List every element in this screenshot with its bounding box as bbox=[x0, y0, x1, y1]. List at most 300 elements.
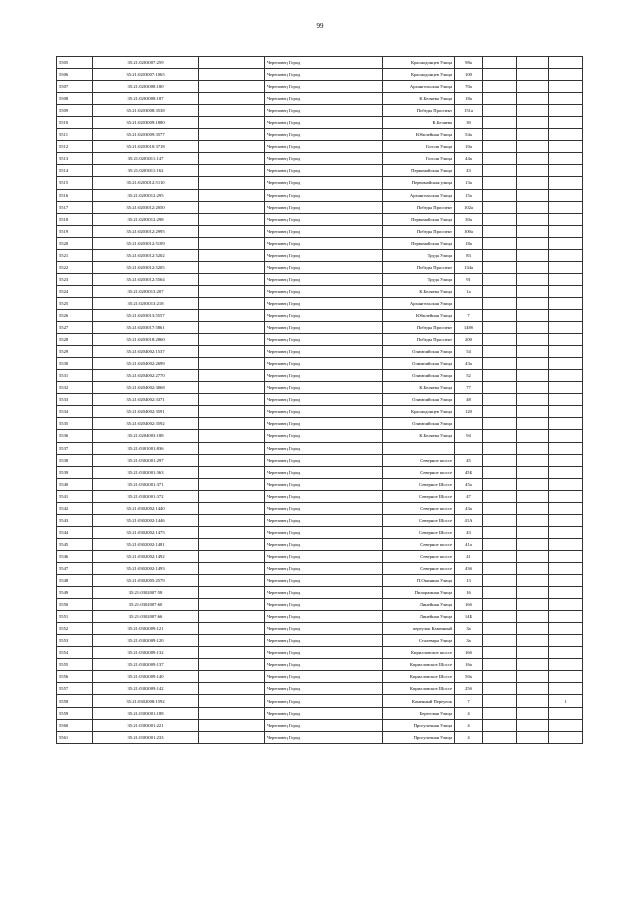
locality: Череповец Город bbox=[265, 105, 383, 117]
extra-cell bbox=[517, 297, 549, 309]
cadastral-number: 35:21:0204002:3592 bbox=[93, 418, 199, 430]
house-number: 45 bbox=[455, 454, 483, 466]
empty-cell bbox=[199, 382, 265, 394]
extra-cell bbox=[549, 249, 583, 261]
empty-cell bbox=[199, 562, 265, 574]
extra-cell bbox=[517, 382, 549, 394]
locality: Череповец Город bbox=[265, 647, 383, 659]
table-row bbox=[57, 611, 583, 623]
house-number: 43а bbox=[455, 358, 483, 370]
row-number: 5507 bbox=[57, 81, 93, 93]
cadastral-number: 35:21:0302002:1440 bbox=[93, 502, 199, 514]
locality: Череповец Город bbox=[265, 575, 383, 587]
extra-cell bbox=[549, 659, 583, 671]
table-row bbox=[57, 153, 583, 165]
row-number: 5558 bbox=[57, 695, 93, 707]
cadastral-number: 35:21:0203012:5109 bbox=[93, 237, 199, 249]
extra-cell bbox=[549, 442, 583, 454]
table-row bbox=[57, 129, 583, 141]
table-row bbox=[57, 382, 583, 394]
extra-cell bbox=[549, 454, 583, 466]
cadastral-number: 35:21:0203012:5202 bbox=[93, 249, 199, 261]
street-name: Победы Проспект bbox=[383, 105, 455, 117]
empty-cell bbox=[483, 538, 517, 550]
house-number: 45а bbox=[455, 478, 483, 490]
street-name: Юбилейная Улица bbox=[383, 309, 455, 321]
empty-cell bbox=[199, 599, 265, 611]
empty-cell bbox=[199, 502, 265, 514]
table-row bbox=[57, 297, 583, 309]
cadastral-number: 35:21:0204002:2699 bbox=[93, 358, 199, 370]
empty-cell bbox=[483, 394, 517, 406]
house-number: 30 bbox=[455, 117, 483, 129]
house-number: 151а bbox=[455, 105, 483, 117]
locality: Череповец Город bbox=[265, 418, 383, 430]
street-name: Кирилловское шоссе bbox=[383, 647, 455, 659]
extra-cell bbox=[549, 358, 583, 370]
row-number: 5547 bbox=[57, 562, 93, 574]
empty-cell bbox=[199, 635, 265, 647]
extra-cell bbox=[517, 719, 549, 731]
cadastral-number: 35:21:0302009:120 bbox=[93, 635, 199, 647]
extra-cell bbox=[517, 647, 549, 659]
extra-cell bbox=[549, 635, 583, 647]
extra-cell: 1 bbox=[549, 695, 583, 707]
empty-cell bbox=[199, 442, 265, 454]
extra-cell bbox=[517, 346, 549, 358]
locality: Череповец Город bbox=[265, 538, 383, 550]
cadastral-number: 35:21:0203012:5564 bbox=[93, 273, 199, 285]
extra-cell bbox=[549, 430, 583, 442]
extra-cell bbox=[549, 129, 583, 141]
cadastral-number: 35:21:0204002:1537 bbox=[93, 346, 199, 358]
table-row bbox=[57, 141, 583, 153]
cadastral-number: 35:21:0204003:188 bbox=[93, 430, 199, 442]
empty-cell bbox=[483, 611, 517, 623]
table-row bbox=[57, 502, 583, 514]
table-row bbox=[57, 117, 583, 129]
empty-cell bbox=[199, 659, 265, 671]
street-name: Гоголя Улица bbox=[383, 141, 455, 153]
extra-cell bbox=[549, 418, 583, 430]
street-name: Олимпийская Улица bbox=[383, 358, 455, 370]
empty-cell bbox=[483, 695, 517, 707]
extra-cell bbox=[517, 406, 549, 418]
street-name: Каменный Переулок bbox=[383, 695, 455, 707]
street-name: Труда Улица bbox=[383, 273, 455, 285]
house-number: 16б bbox=[455, 599, 483, 611]
row-number: 5538 bbox=[57, 454, 93, 466]
cadastral-number: 35:21:0302009:140 bbox=[93, 671, 199, 683]
table-row bbox=[57, 514, 583, 526]
row-number: 5548 bbox=[57, 575, 93, 587]
house-number: 41А bbox=[455, 514, 483, 526]
table-row bbox=[57, 418, 583, 430]
extra-cell bbox=[549, 502, 583, 514]
empty-cell bbox=[483, 69, 517, 81]
extra-cell bbox=[549, 117, 583, 129]
row-number: 5542 bbox=[57, 502, 93, 514]
empty-cell bbox=[483, 189, 517, 201]
extra-cell bbox=[549, 526, 583, 538]
cadastral-number: 35:21:0204002:3068 bbox=[93, 382, 199, 394]
extra-cell bbox=[517, 526, 549, 538]
empty-cell bbox=[199, 358, 265, 370]
house-number: 4 bbox=[455, 719, 483, 731]
street-name: К.Беляева Улица bbox=[383, 430, 455, 442]
extra-cell bbox=[517, 707, 549, 719]
house-number: 43 bbox=[455, 526, 483, 538]
locality: Череповец Город bbox=[265, 249, 383, 261]
empty-cell bbox=[483, 454, 517, 466]
empty-cell bbox=[483, 165, 517, 177]
extra-cell bbox=[517, 358, 549, 370]
extra-cell bbox=[549, 731, 583, 743]
street-name: переулок Каменный bbox=[383, 623, 455, 635]
street-name: Победы Проспект bbox=[383, 201, 455, 213]
extra-cell bbox=[517, 81, 549, 93]
locality: Череповец Город bbox=[265, 237, 383, 249]
table-row bbox=[57, 177, 583, 189]
extra-cell bbox=[549, 575, 583, 587]
empty-cell bbox=[483, 647, 517, 659]
row-number: 5509 bbox=[57, 105, 93, 117]
cadastral-number: 35:21:0203017:5861 bbox=[93, 322, 199, 334]
street-name: Северное шоссе bbox=[383, 538, 455, 550]
empty-cell bbox=[199, 69, 265, 81]
row-number: 5521 bbox=[57, 249, 93, 261]
empty-cell bbox=[483, 562, 517, 574]
locality: Череповец Город bbox=[265, 550, 383, 562]
house-number: 14Б bbox=[455, 611, 483, 623]
table-row bbox=[57, 358, 583, 370]
table-row bbox=[57, 454, 583, 466]
extra-cell bbox=[549, 647, 583, 659]
locality: Череповец Город bbox=[265, 514, 383, 526]
empty-cell bbox=[483, 514, 517, 526]
house-number: 16 bbox=[455, 587, 483, 599]
street-name: Олимпийская Улица bbox=[383, 370, 455, 382]
row-number: 5552 bbox=[57, 623, 93, 635]
empty-cell bbox=[483, 442, 517, 454]
house-number: 44а bbox=[455, 153, 483, 165]
empty-cell bbox=[483, 575, 517, 587]
street-name: Кирилловское Шоссе bbox=[383, 671, 455, 683]
empty-cell bbox=[199, 418, 265, 430]
cadastral-number: 35:21:0302002:1475 bbox=[93, 526, 199, 538]
cadastral-number: 35:21:0203009:3577 bbox=[93, 129, 199, 141]
empty-cell bbox=[199, 671, 265, 683]
row-number: 5540 bbox=[57, 478, 93, 490]
extra-cell bbox=[517, 225, 549, 237]
extra-cell bbox=[517, 659, 549, 671]
empty-cell bbox=[483, 623, 517, 635]
row-number: 5536 bbox=[57, 430, 93, 442]
table-row bbox=[57, 671, 583, 683]
cadastral-number: 35:21:0203012:295 bbox=[93, 189, 199, 201]
street-name: Северное шоссе bbox=[383, 454, 455, 466]
house-number: 10а bbox=[455, 141, 483, 153]
street-name: Труда Улица bbox=[383, 249, 455, 261]
extra-cell bbox=[517, 153, 549, 165]
extra-cell bbox=[517, 683, 549, 695]
empty-cell bbox=[199, 406, 265, 418]
cadastral-number: 35:21:0203012:5110 bbox=[93, 177, 199, 189]
extra-cell bbox=[549, 550, 583, 562]
extra-cell bbox=[549, 261, 583, 273]
locality: Череповец Город bbox=[265, 502, 383, 514]
table-row bbox=[57, 249, 583, 261]
cadastral-number: 35:21:0303001:188 bbox=[93, 707, 199, 719]
cadastral-number: 35:21:0303001:233 bbox=[93, 731, 199, 743]
extra-cell bbox=[549, 514, 583, 526]
empty-cell bbox=[483, 466, 517, 478]
table-row bbox=[57, 213, 583, 225]
locality: Череповец Город bbox=[265, 201, 383, 213]
house-number: 134а bbox=[455, 261, 483, 273]
locality: Череповец Город bbox=[265, 659, 383, 671]
extra-cell bbox=[549, 285, 583, 297]
locality: Череповец Город bbox=[265, 562, 383, 574]
house-number: 30а bbox=[455, 213, 483, 225]
extra-cell bbox=[517, 538, 549, 550]
table-row bbox=[57, 526, 583, 538]
house-number: 15а bbox=[455, 189, 483, 201]
extra-cell bbox=[517, 599, 549, 611]
house-number: 18а bbox=[455, 93, 483, 105]
house-number: 77 bbox=[455, 382, 483, 394]
row-number: 5529 bbox=[57, 346, 93, 358]
empty-cell bbox=[483, 177, 517, 189]
empty-cell bbox=[199, 575, 265, 587]
empty-cell bbox=[483, 141, 517, 153]
page-number: 99 bbox=[316, 22, 324, 30]
cadastral-number: 35:21:0203012:298 bbox=[93, 213, 199, 225]
table-row bbox=[57, 261, 583, 273]
street-name: Пилорамная Улица bbox=[383, 587, 455, 599]
empty-cell bbox=[483, 406, 517, 418]
row-number: 5527 bbox=[57, 322, 93, 334]
locality: Череповец Город bbox=[265, 285, 383, 297]
row-number: 5516 bbox=[57, 189, 93, 201]
extra-cell bbox=[517, 201, 549, 213]
house-number bbox=[455, 418, 483, 430]
empty-cell bbox=[199, 430, 265, 442]
extra-cell bbox=[549, 213, 583, 225]
table-row bbox=[57, 237, 583, 249]
locality: Череповец Город bbox=[265, 695, 383, 707]
cadastral-number: 35:21:0302002:1492 bbox=[93, 550, 199, 562]
empty-cell bbox=[483, 129, 517, 141]
house-number: 43а bbox=[455, 502, 483, 514]
house-number: 120 bbox=[455, 406, 483, 418]
empty-cell bbox=[483, 249, 517, 261]
table-row bbox=[57, 635, 583, 647]
street-name: Олимпийская Улица bbox=[383, 418, 455, 430]
table-row bbox=[57, 201, 583, 213]
table-row bbox=[57, 731, 583, 743]
extra-cell bbox=[549, 177, 583, 189]
locality: Череповец Город bbox=[265, 671, 383, 683]
house-number: 100 bbox=[455, 69, 483, 81]
empty-cell bbox=[199, 213, 265, 225]
empty-cell bbox=[199, 57, 265, 69]
extra-cell bbox=[549, 671, 583, 683]
extra-cell bbox=[549, 466, 583, 478]
extra-cell bbox=[549, 406, 583, 418]
street-name: Линейная Улица bbox=[383, 599, 455, 611]
locality: Череповец Город bbox=[265, 165, 383, 177]
empty-cell bbox=[199, 334, 265, 346]
house-number: 102а bbox=[455, 201, 483, 213]
empty-cell bbox=[199, 322, 265, 334]
extra-cell bbox=[517, 442, 549, 454]
cadastral-number: 35:21:0203012:2050 bbox=[93, 201, 199, 213]
table-row bbox=[57, 406, 583, 418]
empty-cell bbox=[483, 659, 517, 671]
extra-cell bbox=[549, 623, 583, 635]
table-row bbox=[57, 442, 583, 454]
empty-cell bbox=[483, 490, 517, 502]
locality: Череповец Город bbox=[265, 129, 383, 141]
table-row bbox=[57, 575, 583, 587]
cadastral-number: 35:21:0203007:259 bbox=[93, 57, 199, 69]
empty-cell bbox=[199, 297, 265, 309]
table-row bbox=[57, 478, 583, 490]
table-row bbox=[57, 394, 583, 406]
locality: Череповец Город bbox=[265, 394, 383, 406]
house-number: 7 bbox=[455, 309, 483, 321]
locality: Череповец Город bbox=[265, 406, 383, 418]
empty-cell bbox=[199, 731, 265, 743]
street-name: Гоголя Улица bbox=[383, 153, 455, 165]
row-number: 5543 bbox=[57, 514, 93, 526]
row-number: 5537 bbox=[57, 442, 93, 454]
empty-cell bbox=[199, 201, 265, 213]
row-number: 5526 bbox=[57, 309, 93, 321]
extra-cell bbox=[549, 599, 583, 611]
house-number: 3а bbox=[455, 623, 483, 635]
cadastral-number: 35:21:0302002:1481 bbox=[93, 538, 199, 550]
extra-cell bbox=[549, 707, 583, 719]
empty-cell bbox=[199, 526, 265, 538]
row-number: 5517 bbox=[57, 201, 93, 213]
extra-cell bbox=[517, 93, 549, 105]
row-number: 5523 bbox=[57, 273, 93, 285]
street-name: Победы Проспект bbox=[383, 225, 455, 237]
cadastral-number: 35:21:0203018:2860 bbox=[93, 334, 199, 346]
house-number: 43 bbox=[455, 165, 483, 177]
locality: Череповец Город bbox=[265, 57, 383, 69]
house-number: 50а bbox=[455, 671, 483, 683]
cadastral-number: 35:21:0204002:3591 bbox=[93, 406, 199, 418]
empty-cell bbox=[483, 358, 517, 370]
row-number: 5549 bbox=[57, 587, 93, 599]
table-row bbox=[57, 69, 583, 81]
cadastral-number: 35:21:0302007:60 bbox=[93, 599, 199, 611]
cadastral-number: 35:21:0303001:221 bbox=[93, 719, 199, 731]
extra-cell bbox=[517, 249, 549, 261]
empty-cell bbox=[199, 550, 265, 562]
empty-cell bbox=[483, 719, 517, 731]
street-name: Олимпийская Улица bbox=[383, 394, 455, 406]
street-name bbox=[383, 442, 455, 454]
empty-cell bbox=[199, 81, 265, 93]
house-number: 94 bbox=[455, 430, 483, 442]
locality: Череповец Город bbox=[265, 370, 383, 382]
locality: Череповец Город bbox=[265, 93, 383, 105]
empty-cell bbox=[483, 297, 517, 309]
cadastral-number: 35:21:0203011:162 bbox=[93, 165, 199, 177]
locality: Череповец Город bbox=[265, 261, 383, 273]
row-number: 5533 bbox=[57, 394, 93, 406]
street-name: Архангельская Улица bbox=[383, 81, 455, 93]
row-number: 5513 bbox=[57, 153, 93, 165]
street-name: К.Беляева Улица bbox=[383, 93, 455, 105]
house-number: 91 bbox=[455, 273, 483, 285]
empty-cell bbox=[199, 225, 265, 237]
empty-cell bbox=[199, 165, 265, 177]
cadastral-number: 35:21:0203012:2995 bbox=[93, 225, 199, 237]
street-name: Северное Шоссе bbox=[383, 526, 455, 538]
empty-cell bbox=[483, 201, 517, 213]
table-row bbox=[57, 81, 583, 93]
empty-cell bbox=[199, 273, 265, 285]
cadastral-number: 35:21:0302007:58 bbox=[93, 587, 199, 599]
street-name: Первомайская Улица bbox=[383, 237, 455, 249]
row-number: 5512 bbox=[57, 141, 93, 153]
extra-cell bbox=[517, 57, 549, 69]
row-number: 5545 bbox=[57, 538, 93, 550]
street-name: Прогулочная Улица bbox=[383, 719, 455, 731]
empty-cell bbox=[483, 671, 517, 683]
cadastral-number: 35:21:0302005:2579 bbox=[93, 575, 199, 587]
house-number: 7 bbox=[455, 695, 483, 707]
locality: Череповец Город bbox=[265, 454, 383, 466]
house-number: 148б bbox=[455, 322, 483, 334]
cadastral-number: 35:21:0203012:5205 bbox=[93, 261, 199, 273]
street-name: Северное шоссе bbox=[383, 466, 455, 478]
street-name: К.Беляева Улица bbox=[383, 382, 455, 394]
street-name: Прогулочная Улица bbox=[383, 731, 455, 743]
empty-cell bbox=[483, 285, 517, 297]
extra-cell bbox=[549, 382, 583, 394]
locality: Череповец Город bbox=[265, 69, 383, 81]
locality: Череповец Город bbox=[265, 309, 383, 321]
row-number: 5546 bbox=[57, 550, 93, 562]
empty-cell bbox=[199, 695, 265, 707]
cadastral-number: 35:21:0302009:121 bbox=[93, 623, 199, 635]
empty-cell bbox=[483, 599, 517, 611]
house-number: 70а bbox=[455, 81, 483, 93]
extra-cell bbox=[549, 81, 583, 93]
empty-cell bbox=[483, 309, 517, 321]
extra-cell bbox=[517, 69, 549, 81]
empty-cell bbox=[199, 454, 265, 466]
street-name: Сталевара Улица bbox=[383, 635, 455, 647]
street-name: П.Окинина Улица bbox=[383, 575, 455, 587]
cadastral-number: 35:21:0203009:1880 bbox=[93, 117, 199, 129]
extra-cell bbox=[517, 478, 549, 490]
house-number: 54а bbox=[455, 129, 483, 141]
empty-cell bbox=[483, 683, 517, 695]
house-number: 4 bbox=[455, 731, 483, 743]
table-row bbox=[57, 346, 583, 358]
table-row bbox=[57, 719, 583, 731]
street-name: Северное шоссе bbox=[383, 562, 455, 574]
locality: Череповец Город bbox=[265, 273, 383, 285]
street-name: Краснодонцев Улица bbox=[383, 69, 455, 81]
